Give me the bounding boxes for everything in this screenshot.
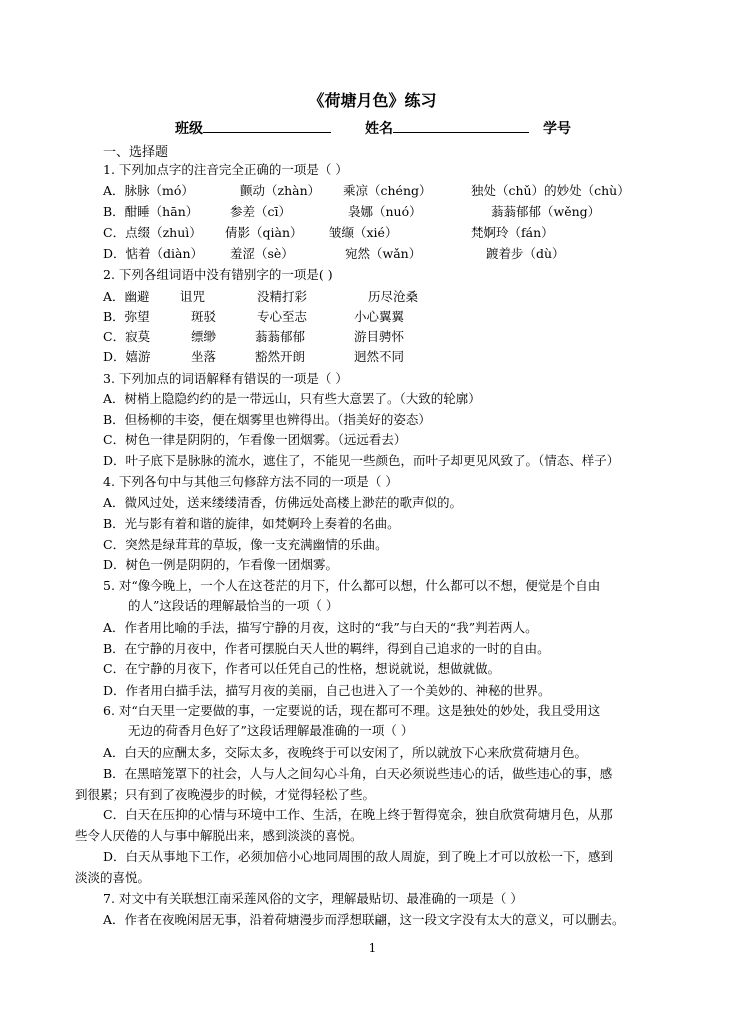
q1-a-1: A．脉脉（mó） (103, 183, 194, 198)
q2-b-2: 斑驳 (191, 309, 217, 324)
q1-c-3: 皱缬（xié） (329, 225, 398, 240)
q1-c-1: C．点缀（zhuì） (103, 225, 202, 240)
q1-d-2: 羞涩（sè） (230, 246, 294, 261)
q6-option-c-line2: 些令人厌倦的人与事中解脱出来，感到淡淡的喜悦。 (75, 828, 363, 843)
q2-c-1: C．寂莫 (103, 329, 151, 344)
q1-a-2: 颤动（zhàn） (240, 183, 321, 198)
q1-d-1: D．惦着（diàn） (103, 246, 204, 261)
class-blank[interactable] (203, 118, 331, 133)
q2-a-3: 没精打彩 (257, 289, 308, 304)
q3-option-a: A．树梢上隐隐约约的是一带远山，只有些大意罢了。（大致的轮廓） (103, 391, 481, 406)
q1-a-4: 独处（chǔ）的妙处（chù） (471, 183, 630, 198)
q1-option-c (103, 225, 703, 241)
q6-option-b-line1: B．在黑暗笼罩下的社会，人与人之间勾心斗角，白天必须说些违心的话，做些违心的事，感 (103, 766, 613, 781)
name-blank[interactable] (393, 118, 529, 133)
q2-c-4: 游目骋怀 (354, 329, 405, 344)
q2-b-1: B．弥望 (103, 309, 150, 324)
q1-c-2: 倩影（qiàn） (225, 225, 303, 240)
q6-option-d-line1: D．白天从事地下工作，必须加倍小心地同周围的敌人周旋，到了晚上才可以放松一下，感到 (103, 849, 614, 864)
q2-c-2: 缥缈 (191, 329, 217, 344)
q1-d-3: 宛然（wǎn） (345, 246, 422, 261)
class-label: 班级 (175, 121, 203, 137)
q2-c-3: 蓊蓊郁郁 (255, 329, 306, 344)
q4-stem: 4. 下列各句中与其他三句修辞方法不同的一项是（ ） (103, 474, 398, 489)
q6-option-c-line1: C．白天在压抑的心情与环境中工作、生活，在晚上终于暂得宽余，独自欣赏荷塘月色，从那 (103, 807, 613, 822)
q1-b-4: 蓊蓊郁郁（wěng） (491, 204, 601, 219)
q2-b-4: 小心翼翼 (354, 309, 405, 324)
q1-stem: 1. 下列加点字的注音完全正确的一项是（ ） (103, 162, 348, 177)
q6-option-d-line2: 淡淡的喜悦。 (75, 870, 151, 885)
q3-stem: 3. 下列加点的词语解释有错误的一项是（ ） (103, 371, 348, 386)
q5-option-c: C．在宁静的月夜下，作者可以任凭自己的性格，想说就说，想做就做。 (103, 661, 501, 676)
page-number: 1 (368, 941, 377, 955)
q7-option-a: A．作者在夜晚闲居无事，沿着荷塘漫步而浮想联翩，这一段文字没有太大的意义，可以删去。 (103, 912, 625, 927)
q1-option-b (103, 204, 703, 220)
q1-c-4: 梵婀玲（fán） (471, 225, 554, 240)
q1-a-3: 乘凉（chéng） (343, 183, 432, 198)
q4-option-a: A．微风过处，送来缕缕清香，仿佛远处高楼上渺茫的歌声似的。 (103, 495, 463, 510)
q2-option-d (103, 349, 703, 365)
q2-d-2: 坐落 (191, 349, 217, 364)
q2-d-1: D．嬉游 (103, 349, 151, 364)
q5-option-b: B．在宁静的月夜中，作者可摆脱白天人世的羁绊，得到自己追求的一时的自由。 (103, 641, 550, 656)
q7-stem: 7. 对文中有关联想江南采莲风俗的文字，理解最贴切、最准确的一项是（ ） (103, 891, 523, 906)
q1-option-d (103, 246, 703, 262)
page-title: 《荷塘月色》练习 (308, 91, 437, 110)
name-label: 姓名 (365, 121, 393, 137)
q2-d-4: 迥然不同 (354, 349, 405, 364)
q3-option-b: B．但杨柳的丰姿，便在烟雾里也辨得出。（指美好的姿态） (103, 412, 431, 427)
q6-stem-line2: 无边的荷香月色好了”这段话理解最准确的一项（ ） (128, 723, 414, 738)
q2-option-a (103, 289, 703, 305)
q1-option-a (103, 183, 703, 199)
q2-a-1: A．幽避 (103, 289, 150, 304)
q3-option-d: D．叶子底下是脉脉的流水，遮住了，不能见一些颜色，而叶子却更见风致了。（情态、样子） (103, 453, 620, 468)
q1-b-1: B．酣睡（hān） (103, 204, 199, 219)
q1-b-3: 袅娜（nuó） (348, 204, 422, 219)
q2-d-3: 豁然开朗 (255, 349, 306, 364)
q1-d-4: 踱着步（dù） (486, 246, 565, 261)
number-label: 学号 (543, 121, 571, 137)
q2-b-3: 专心至志 (257, 309, 308, 324)
q2-a-4: 历尽沧桑 (368, 289, 419, 304)
q4-option-d: D．树色一例是阴阴的，乍看像一团烟雾。 (103, 557, 339, 572)
q4-option-c: C．突然是绿茸茸的草坂，像一支充满幽情的乐曲。 (103, 537, 388, 552)
q1-b-2: 参差（cī） (230, 204, 291, 219)
q5-option-d: D．作者用白描手法，描写月夜的美丽，自己也进入了一个美妙的、神秘的世界。 (103, 683, 551, 698)
q6-option-a: A．白天的应酬太多，交际太多，夜晚终于可以安闲了，所以就放下心来欣赏荷塘月色。 (103, 745, 588, 760)
q2-option-c (103, 329, 703, 345)
q5-option-a: A．作者用比喻的手法，描写宁静的月夜，这时的“我”与白天的“我”判若两人。 (103, 620, 538, 635)
q6-stem-line1: 6. 对“白天里一定要做的事，一定要说的话，现在都可不理。这是独处的妙处，我且受用这 (103, 703, 601, 718)
q2-option-b (103, 309, 703, 325)
section-heading: 一、选择题 (103, 145, 169, 160)
q5-stem-line2: 的人”这段话的理解最恰当的一项（ ） (128, 598, 339, 613)
q6-option-b-line2: 到很累；只有到了夜晚漫步的时候，才觉得轻松了些。 (75, 787, 376, 802)
student-info-row (175, 118, 571, 138)
q4-option-b: B．光与影有着和谐的旋律，如梵婀玲上奏着的名曲。 (103, 516, 400, 531)
q3-option-c: C．树色一律是阴阴的，乍看像一团烟雾。（远远看去） (103, 432, 407, 447)
q2-a-2: 诅咒 (180, 289, 206, 304)
q2-stem: 2. 下列各组词语中没有错别字的一项是( ) (103, 267, 333, 282)
q5-stem-line1: 5. 对“像今晚上，一个人在这苍茫的月下，什么都可以想，什么都可以不想，便觉是个自由 (103, 578, 601, 593)
